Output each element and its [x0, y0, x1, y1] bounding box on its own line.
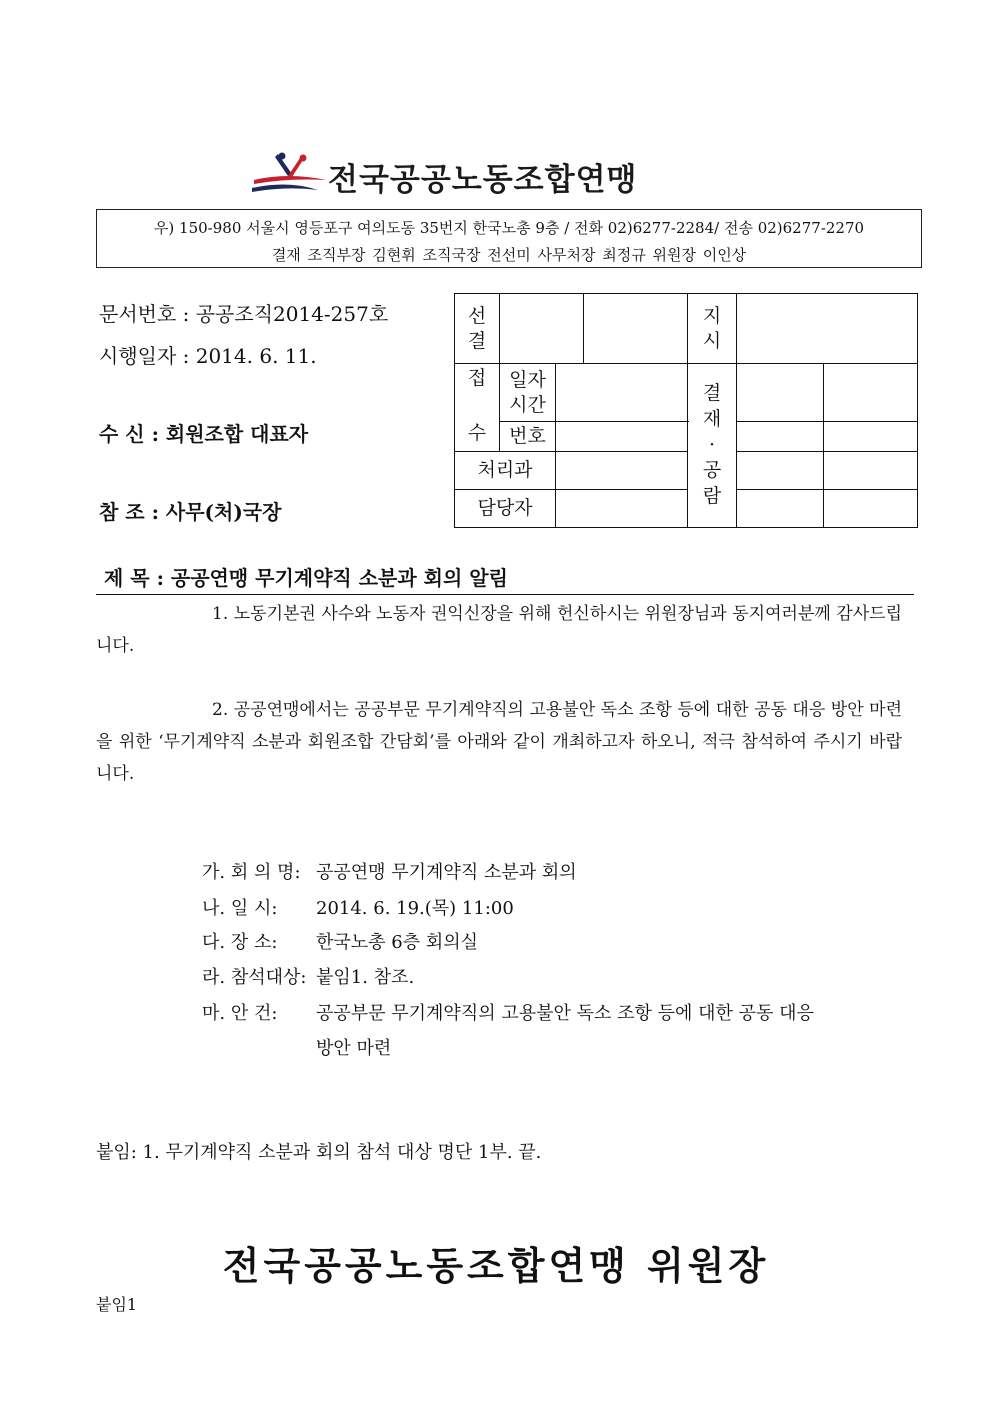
blank-cell [737, 490, 824, 528]
item-value: 공공연맹 무기계약직 소분과 회의 [316, 862, 577, 883]
blank-cell [737, 294, 918, 364]
seon-gyeol-cell: 선 결 [455, 294, 500, 364]
item-datetime [202, 894, 514, 920]
header-logo [248, 150, 738, 198]
attachment-label: 붙임1 [96, 1295, 138, 1314]
item-place [202, 928, 478, 954]
item-value: 공공부문 무기계약직의 고용불안 독소 조항 등에 대한 공동 대응 [316, 1003, 814, 1024]
ilja-sigan-cell: 일자 시간 [500, 364, 556, 422]
item-agenda [202, 999, 814, 1025]
body-paragraph-2: 2. 공공연맹에서는 공공부문 무기계약직의 고용불안 독소 조항 등에 대한 공동 대응 방안 마련을 위한 ‘무기계약직 소분과 회원조합 간담회’를 아래와 같이 개최하고자 하오니, 적극 참석하여 주시기 바랍니다. [96, 700, 902, 784]
su-label: 수 [467, 421, 487, 444]
subject-line: 제 목 : 공공연맹 무기계약직 소분과 회의 알림 [104, 566, 508, 590]
blank-cell [737, 364, 824, 422]
item-agenda-continued: 방안 마련 [316, 1038, 392, 1059]
body-paragraph-1: 1. 노동기본권 사수와 노동자 권익신장을 위해 헌신하시는 위원장님과 동지여러분께 감사드립니다. [96, 604, 902, 656]
gyeoljae-gongnam-cell: 결 재 · 공 람 [688, 364, 737, 528]
cheorigwa-cell: 처리과 [455, 452, 556, 490]
blank-cell [556, 452, 688, 490]
item-attendees [202, 963, 414, 989]
approval-table [454, 293, 918, 528]
blank-cell [824, 490, 918, 528]
item-value: 붙임1. 참조. [316, 967, 415, 988]
item-key: 다. 장 소: [202, 932, 278, 953]
reference: 참 조 : 사무(처)국장 [99, 500, 282, 524]
org-name: 전국공공노동조합연맹 [328, 162, 638, 198]
item-meeting-name [202, 858, 577, 884]
sender-title: 전국공공노동조합연맹 위원장 [222, 1244, 770, 1288]
jeop-su-cell [455, 364, 500, 452]
blank-cell [584, 294, 688, 364]
ji-si-cell: 지 시 [688, 294, 737, 364]
beonho-cell: 번호 [500, 422, 556, 452]
damdangja-cell: 담당자 [455, 490, 556, 528]
blank-cell [556, 490, 688, 528]
item-key: 가. 회 의 명: [202, 862, 301, 883]
union-emblem-icon [248, 150, 328, 198]
blank-cell [556, 422, 688, 452]
item-key: 나. 일 시: [202, 898, 278, 919]
item-value: 한국노총 6층 회의실 [316, 932, 478, 953]
blank-cell [824, 364, 918, 422]
blank-cell [824, 452, 918, 490]
subject-divider [96, 594, 914, 595]
issue-date: 시행일자 : 2014. 6. 11. [99, 344, 317, 368]
blank-cell [500, 294, 584, 364]
jeop-label: 접 [467, 367, 487, 389]
address-line: 우) 150-980 서울시 영등포구 여의도동 35번지 한국노총 9층 / 전화 02)6277-2284/ 전송 02)6277-2270 [153, 219, 865, 237]
blank-cell [824, 422, 918, 452]
item-key: 마. 안 건: [202, 1003, 278, 1024]
item-key: 라. 참석대상: [202, 967, 307, 988]
item-value: 2014. 6. 19.(목) 11:00 [316, 898, 514, 919]
signature-line: 결재 조직부장 김현휘 조직국장 전선미 사무처장 최정규 위원장 이인상 [271, 246, 747, 264]
address-box [96, 209, 922, 268]
blank-cell [737, 452, 824, 490]
blank-cell [556, 364, 688, 422]
blank-cell [737, 422, 824, 452]
recipient: 수 신 : 회원조합 대표자 [99, 422, 309, 446]
attachment-line: 붙임: 1. 무기계약직 소분과 회의 참석 대상 명단 1부. 끝. [96, 1142, 542, 1163]
document-number: 문서번호 : 공공조직2014-257호 [99, 302, 389, 326]
